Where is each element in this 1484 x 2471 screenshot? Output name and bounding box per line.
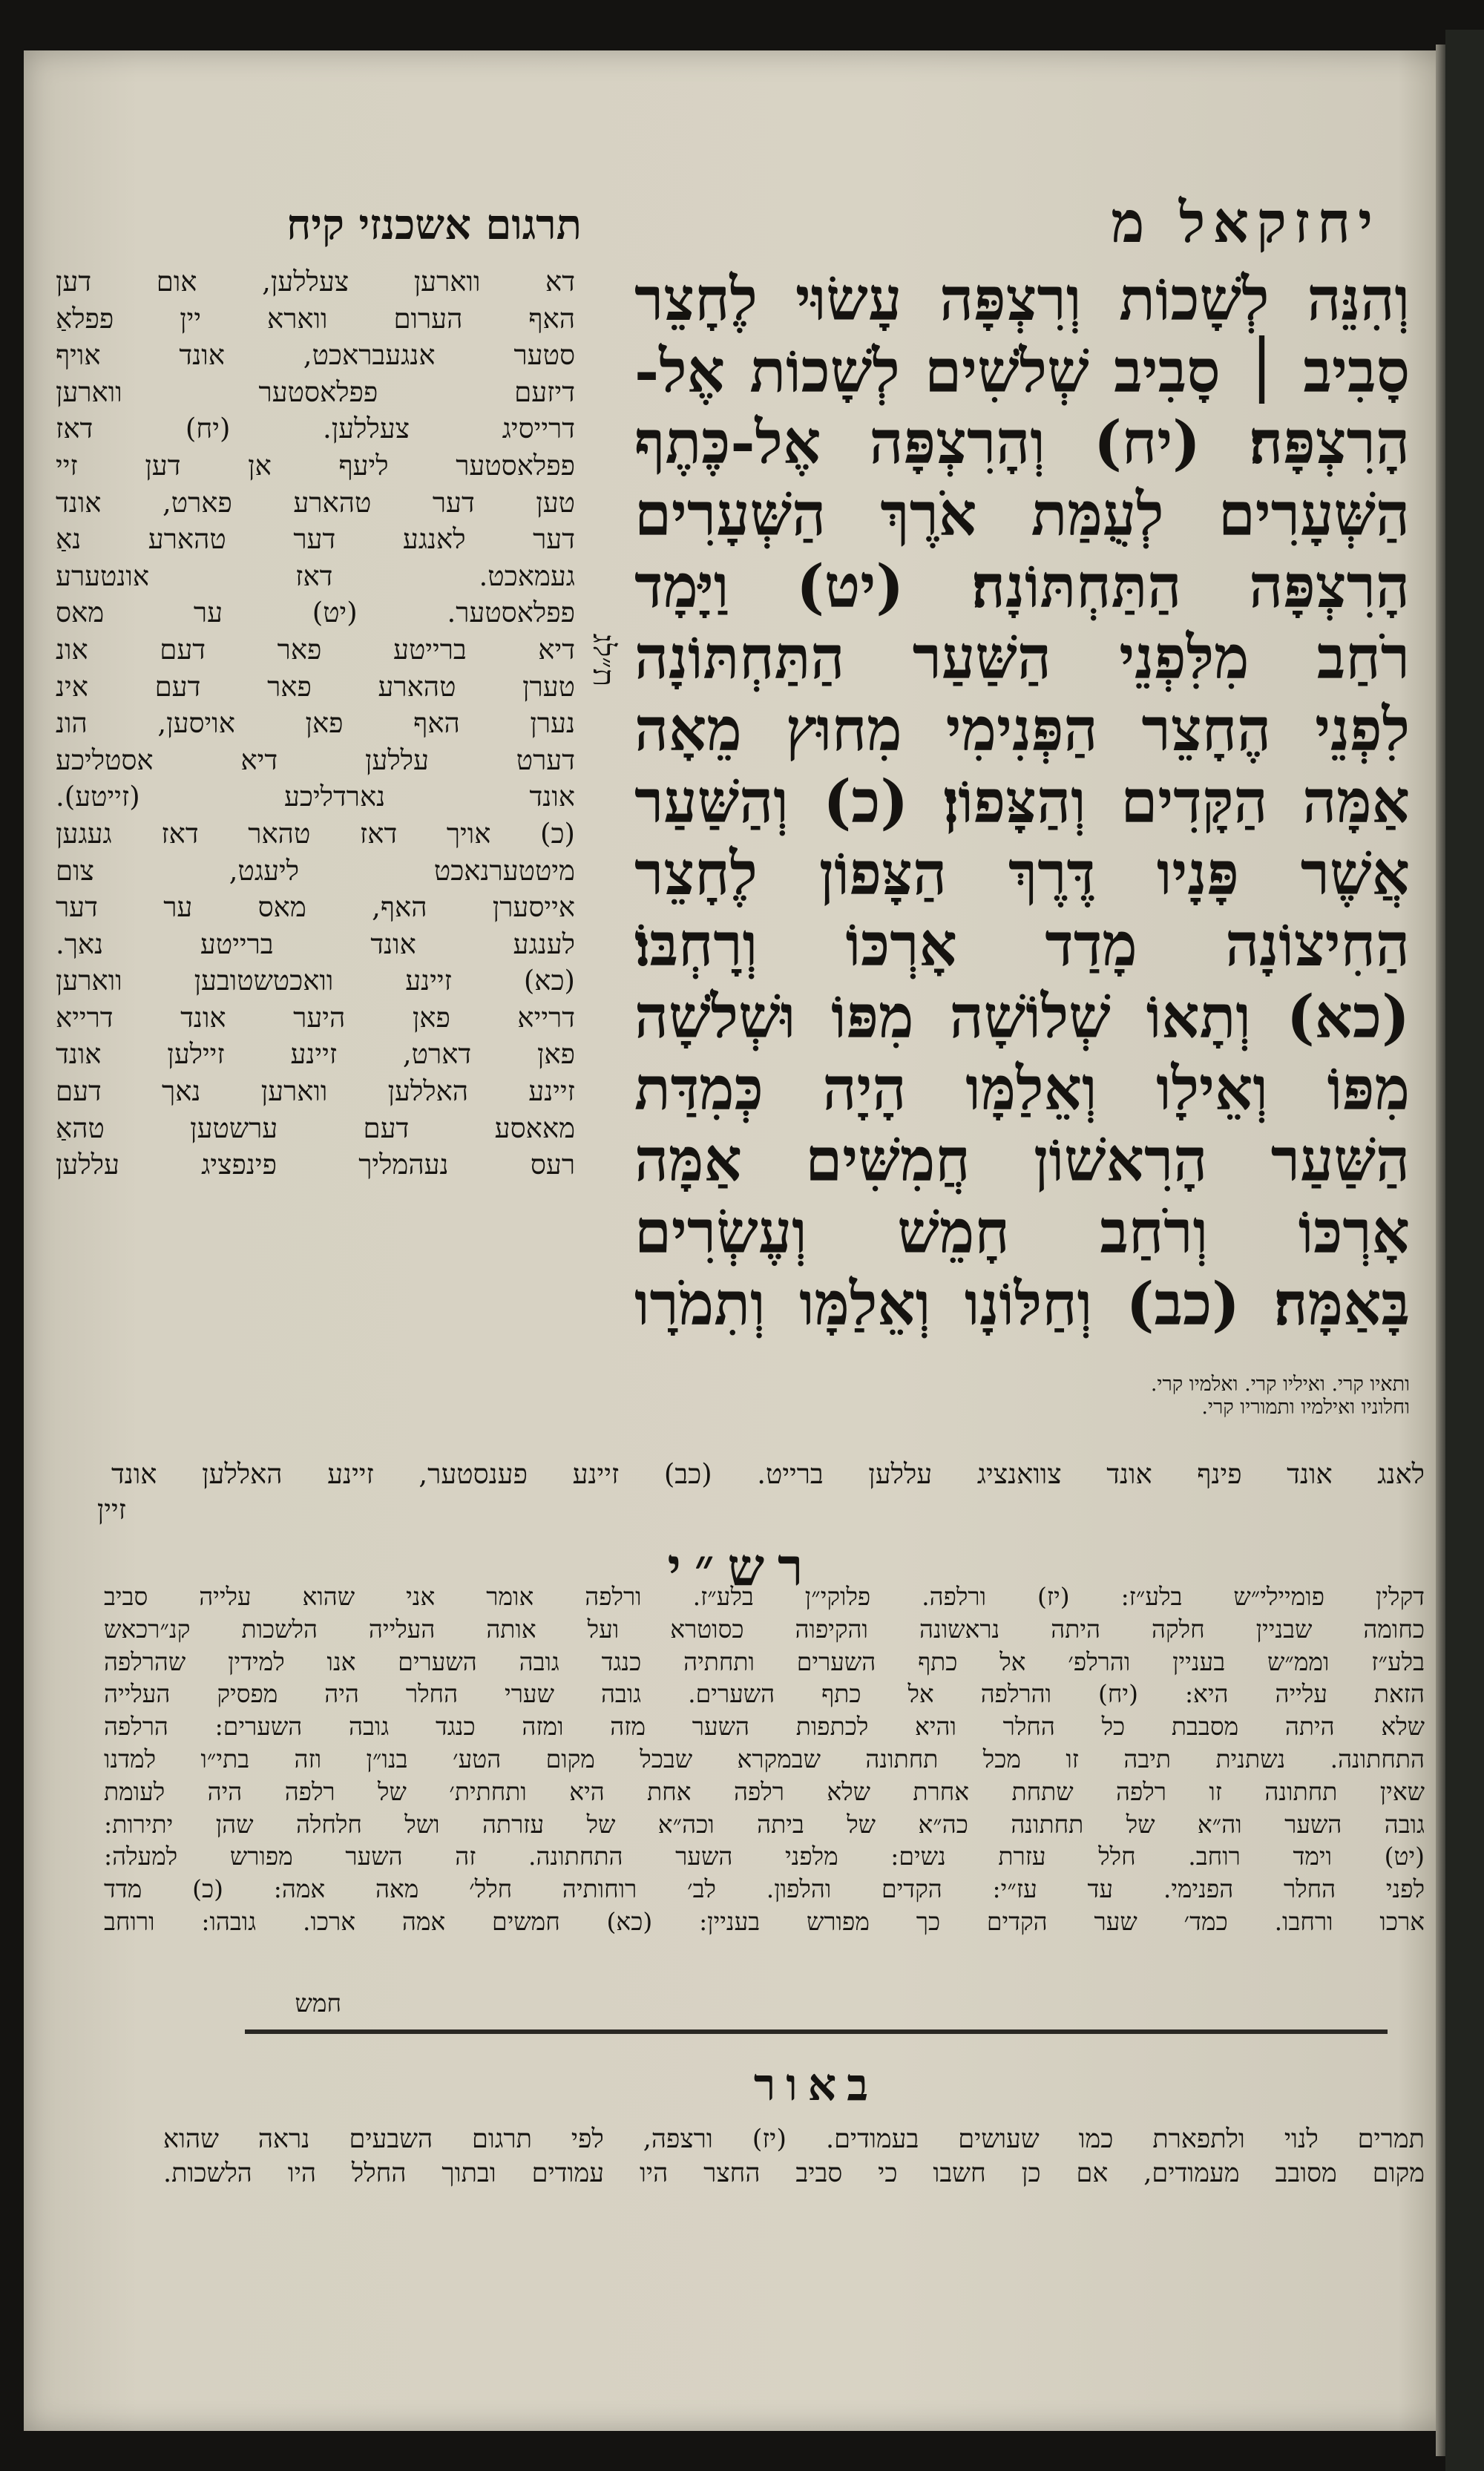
main-text-line: רֹחַב מִלִּפְנֵי הַשַּׁעַר הַתַּחְתּוֹנָה xyxy=(634,623,1410,693)
main-text-line: לִפְנֵי הֶחָצֵר הַפְּנִימִי מִחוּץ מֵאָה xyxy=(634,695,1410,765)
targum-line: דער לאנגע דער טהארע נאַ xyxy=(56,523,575,556)
targum-line: דיזעם פפלאסטער ווארען xyxy=(56,375,575,408)
targum-line: מאאסע דעם ערשטען טהאַ xyxy=(56,1112,575,1144)
main-text-line: הַשְּׁעָרִים לְעֻמַּת אֹרֶךְ הַשְּׁעָרִים xyxy=(634,479,1410,550)
main-text-line: אֲשֶׁר פָּנָיו דֶּרֶךְ הַצָּפוֹן לֶחָצֵר xyxy=(634,838,1410,908)
note-line: ותאיו קרי. ואיליו קרי. ואלמיו קרי. xyxy=(1150,1373,1410,1396)
rashi-line: שלא היתה מסבבת כל החלר והיא לכתפות השער מזה ומזה כנגד גובה השערים: הרלפה xyxy=(104,1712,1425,1742)
main-text-line: הַשַּׁעַר הָרִאשׁוֹן חֲמִשִּׁים אַמָּה xyxy=(634,1125,1410,1195)
targum-line: דא ווארען צעללען, אום דען xyxy=(56,266,575,298)
rashi-line: התחתונה. נשתנית תיבה זו מכל תחתונה שבמקרא שבכל מקום הטע׳ בנו״ן וזה בתי״ו למדנו xyxy=(104,1744,1425,1773)
main-text-line: (כא) וְתָאוֹ שְׁלוֹשָׁה מִפּוֹ וּשְׁלֹשָׁה xyxy=(634,981,1410,1051)
running-header-targum: תרגום אשכנזי קיח xyxy=(286,200,582,249)
targum-line: דרייסיג צעללען. (יח) דאז xyxy=(56,413,575,445)
targum-column xyxy=(56,263,575,1417)
targum-line: רעס נעהמליך פינפציג עללען xyxy=(56,1149,575,1181)
biur-line: מקום מסובב מעמודים, אם כן חשבו כי סביב החצר היו עמודים ובתוך החלל היו הלשכות. xyxy=(163,2159,1425,2188)
ketiv-qere-notes xyxy=(831,1373,1410,1428)
rashi-line: (יט) וימד רוחב. חלל עזרת נשים: מלפני השער התחתונה. זה השער מפורש למעלה: xyxy=(104,1842,1425,1871)
targum-line: דרייא פאן היער אונד דרייא xyxy=(56,1001,575,1034)
targum-line: געמאכט. דאז אונטערע xyxy=(56,559,575,592)
rashi-line: בלע״ז וממ״ש בעניין והרלפ׳ אל כתף השערים ותחתיה כנגד גובה השערים אנו למידין שהרלפה xyxy=(104,1647,1425,1676)
biur-line: תמרים לנוי ולתפארת כמו שעושים בעמודים. (יז) ורצפה, לפי תרגום השבעים נראה שהוא xyxy=(163,2124,1425,2154)
rashi-line: ארכו ורחבו. כמד׳ שער הקדים כך מפורש בעניין: (כא) חמשים אמה ארכו. גובהו: ורוחב xyxy=(104,1906,1425,1936)
targum-line: מיטטערנאכט ליעגט, צום xyxy=(56,854,575,887)
targum-line: סטער אנגעבראכט, אונד אויף xyxy=(56,339,575,372)
targum-continuation-line: לאנג אונד פינף אונד צוואנציג עללען ברייט. (כב) זיינע פענסטער, זיינע האללען אונד xyxy=(111,1458,1425,1490)
targum-line: טען דער טהארע פארט, אונד xyxy=(56,486,575,519)
targum-line: טערן טהארע פאר דעם אינ xyxy=(56,670,575,703)
main-text-line: הַחִיצוֹנָה מָדַד אָרְכּוֹ וְרָחְבּוֹ׃ xyxy=(634,910,1410,980)
targum-line: נערן האף פאן אויסען, הונ xyxy=(56,707,575,740)
book-binding xyxy=(1445,30,1484,2471)
rashi-line: דקלין פומיילי״ש בלע״ז: (יז) ורלפה. פלוקי״ן בלע״ז. ורלפה אומר אני שהוא עלייה סביב xyxy=(104,1582,1425,1611)
targum-line: האף הערום ווארא יין פפלאַ xyxy=(56,302,575,335)
rashi-line: שאין תחתונה זו רלפה שתחת אחרת שלא רלפה אחת היא ותחתית׳ של רלפה היה לעומת xyxy=(104,1776,1425,1806)
targum-line: דערט עללען דיא אסטליכע xyxy=(56,744,575,776)
rashi-line: כחומה שבניין חלקה היתה נראשונה והקיפוה כסוטרא ועל אותה העלייה הלשכות קנ״רכאש xyxy=(104,1614,1425,1644)
page-edge xyxy=(1436,45,1446,2456)
targum-line: אונד נארדליכע (זייטע). xyxy=(56,781,575,813)
targum-line: דיא ברייטע פאר דעם אונ xyxy=(56,633,575,666)
rashi-commentary xyxy=(104,1581,1425,1981)
rashi-line: גובה השער וה״א של תחתונה כה״א של ביתה וכה״א של עזרתה ושל חלחלה שהן יתירות: xyxy=(104,1809,1425,1839)
main-text-line: מִפּוֹ וְאֵילָו וְאֵלַמָּו הָיָה כְּמִדַּת xyxy=(634,1053,1410,1123)
rashi-line: לפני החלר הפנימי. עד עז״י: הקדים והלפון. לב׳ רוחותיה חלל׳ מאה אמה: (כ) מדד xyxy=(104,1874,1425,1904)
biur-commentary xyxy=(163,2122,1425,2196)
targum-line: (כא) זיינע וואכטשטובען ווארען xyxy=(56,965,575,997)
main-text-line: וְהִנֵּה לְשָׁכוֹת וְרִצְפָּה עָשׂוּי לֶחָצֵר xyxy=(634,264,1410,334)
rashi-line: הזאת עלייה היא: (יח) והרלפה אל כתף השערים. גובה שערי החלר היה מפסיק העלייה xyxy=(104,1679,1425,1709)
targum-line: לענגע אונד ברייטע נאך. xyxy=(56,928,575,960)
main-text-line: אָרְכּוֹ וְרֹחַב חָמֵשׁ וְעֶשְׂרִים xyxy=(634,1196,1410,1267)
targum-line: פפלאסטער ליעף אן דען זיי xyxy=(56,449,575,482)
targum-continuation-word: זיין xyxy=(96,1494,126,1526)
biur-heading: באור xyxy=(753,2059,879,2111)
main-text-line: הָרִצְפָּה׃ (יח) וְהָרִצְפָּה אֶל-כֶּתֶף xyxy=(634,407,1410,478)
targum-line: (כ) אויך דאז טהאר דאז געגען xyxy=(56,817,575,850)
note-line: וחלוניו ואילמיו ותמוריו קרי. xyxy=(1201,1396,1410,1419)
main-text-line: הָרִצְפָּה הַתַּחְתּוֹנָה׃ (יט) וַיָּמָד xyxy=(634,551,1410,621)
main-hebrew-column xyxy=(634,263,1410,1376)
running-header-book: יחזקאל מ xyxy=(1111,189,1380,255)
main-text-line: בָּאַמָּה׃ (כב) וְחַלּוֹנָו וְאֵלַמָּו וְתִמֹרָו xyxy=(634,1268,1410,1339)
margin-mark: ת״לג xyxy=(586,633,620,686)
targum-line: אייסערן האף, מאס ער דער xyxy=(56,891,575,924)
section-divider xyxy=(245,2029,1388,2034)
main-text-line: אַמָּה הַקָּדִים וְהַצָּפוֹן׃ (כ) וְהַשַּׁעַר xyxy=(634,766,1410,836)
rashi-heading: רש״י xyxy=(667,1536,817,1598)
main-text-line: סָבִיב ׀ סָבִיב שְׁלֹשִׁים לְשָׁכוֹת אֶל- xyxy=(634,335,1410,406)
catchword: חמש xyxy=(295,1989,341,2018)
targum-line: פאן דארט, זיינע זיילען אונד xyxy=(56,1038,575,1071)
targum-line: פפלאסטער. (יט) ער מאס xyxy=(56,597,575,629)
targum-line: זיינע האללען ווארען נאך דעם xyxy=(56,1075,575,1108)
